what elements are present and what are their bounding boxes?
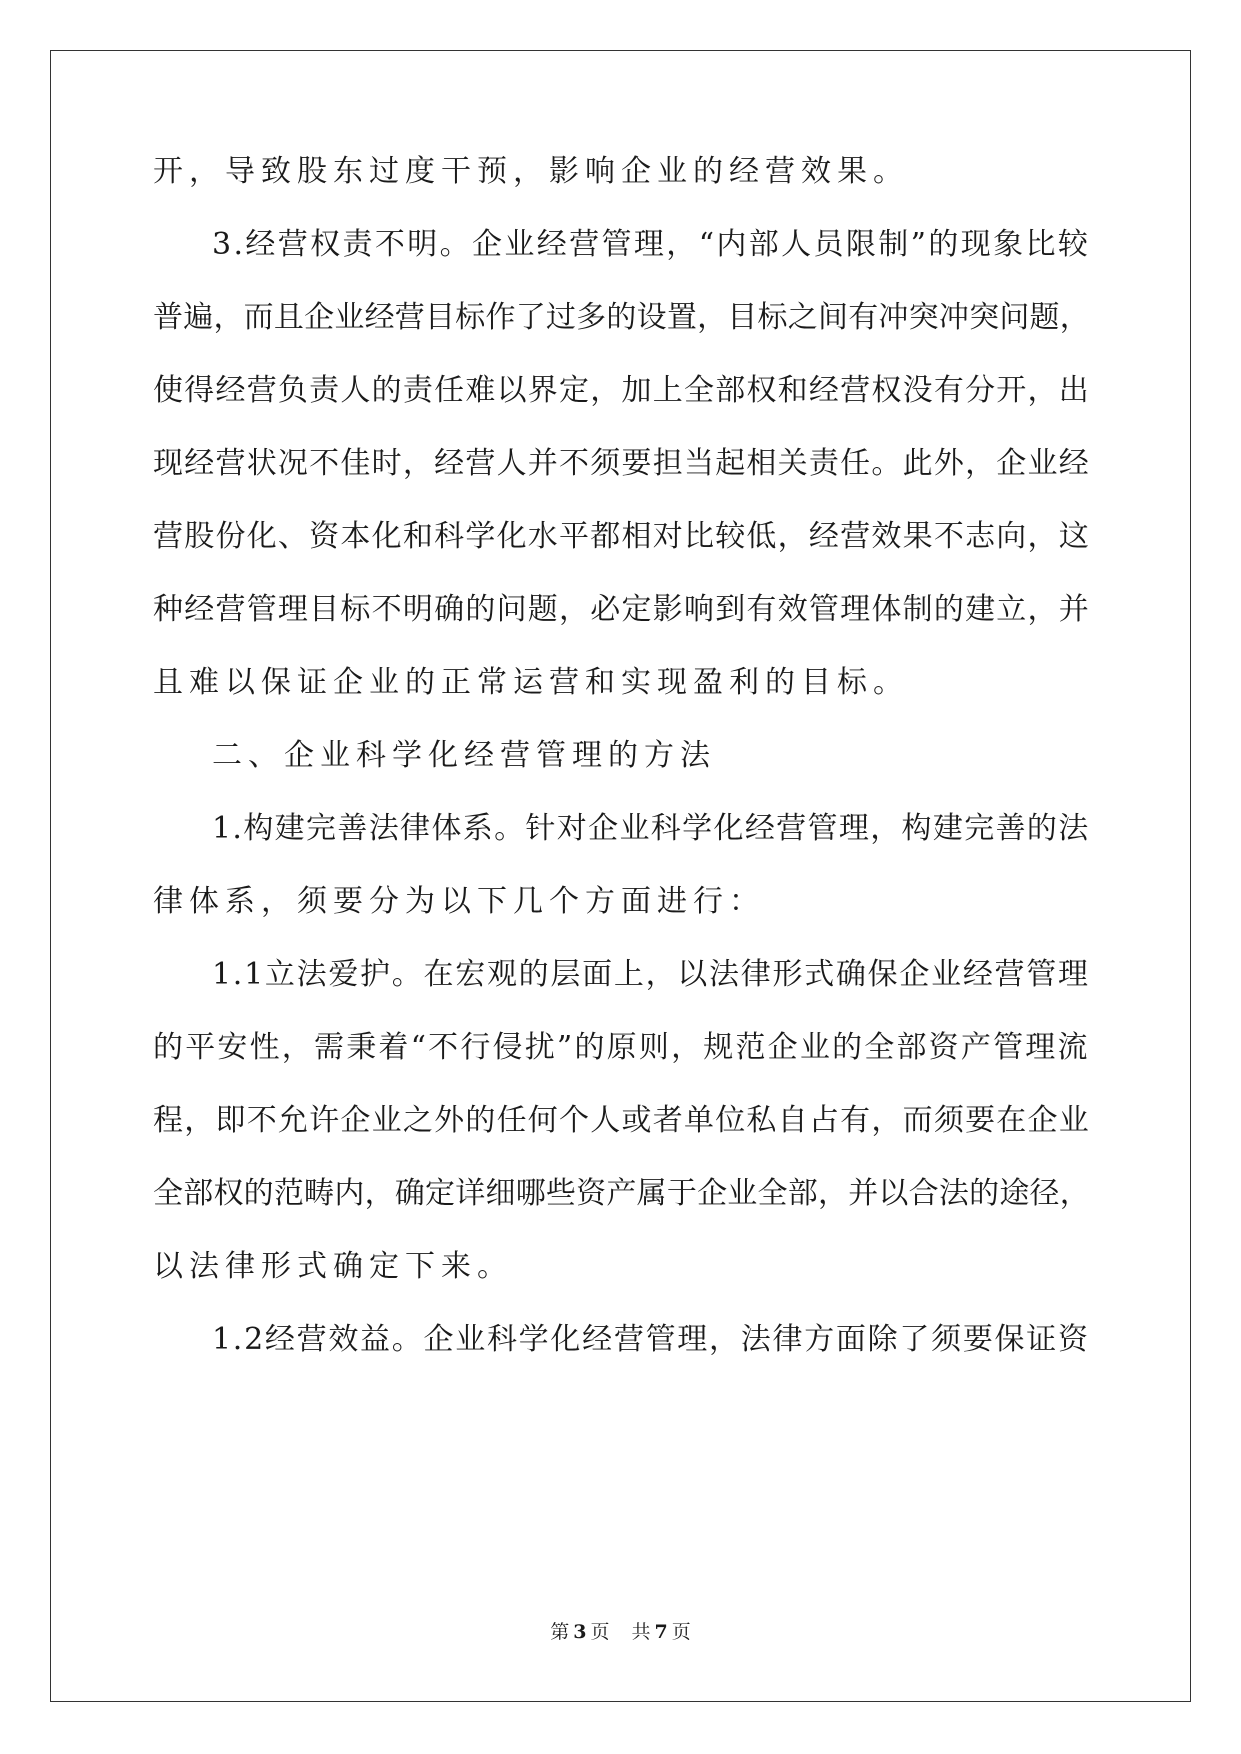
paragraph-line: 的平安性，需秉着“不行侵扰”的原则，规范企业的全部资产管理流 bbox=[153, 1030, 1090, 1065]
section-heading: 二、企业科学化经营管理的方法 bbox=[212, 738, 716, 773]
paragraph-line: 3.经营权责不明。企业经营管理，“内部人员限制”的现象比较 bbox=[212, 227, 1091, 262]
paragraph-line: 1.2经营效益。企业科学化经营管理，法律方面除了须要保证资 bbox=[212, 1322, 1090, 1357]
paragraph-line: 程，即不允许企业之外的任何个人或者单位私自占有，而须要在企业 bbox=[153, 1103, 1090, 1138]
current-page-number: 3 bbox=[573, 1621, 587, 1643]
paragraph-line: 以法律形式确定下来。 bbox=[153, 1249, 513, 1284]
paragraph-line: 种经营管理目标不明确的问题，必定影响到有效管理体制的建立，并 bbox=[153, 592, 1090, 627]
page-suffix: 页 bbox=[590, 1621, 610, 1643]
paragraph-line: 1.构建完善法律体系。针对企业科学化经营管理，构建完善的法 bbox=[212, 811, 1090, 846]
paragraph-line: 现经营状况不佳时，经营人并不须要担当起相关责任。此外，企业经 bbox=[153, 446, 1090, 481]
paragraph-line: 1.1立法爱护。在宏观的层面上，以法律形式确保企业经营管理 bbox=[212, 957, 1090, 992]
paragraph-line: 营股份化、资本化和科学化水平都相对比较低，经营效果不志向，这 bbox=[153, 519, 1090, 554]
paragraph-line: 律体系，须要分为以下几个方面进行： bbox=[153, 884, 765, 919]
paragraph-line: 且难以保证企业的正常运营和实现盈利的目标。 bbox=[153, 665, 909, 700]
total-suffix: 页 bbox=[671, 1621, 691, 1643]
paragraph-line: 全部权的范畴内，确定详细哪些资产属于企业全部，并以合法的途径， bbox=[153, 1176, 1090, 1211]
page-footer bbox=[0, 1620, 1241, 1644]
paragraph-line: 使得经营负责人的责任难以界定，加上全部权和经营权没有分开，出 bbox=[153, 373, 1090, 408]
paragraph-line: 开，导致股东过度干预，影响企业的经营效果。 bbox=[153, 154, 909, 189]
paragraph-line: 普遍，而且企业经营目标作了过多的设置，目标之间有冲突冲突问题， bbox=[153, 300, 1090, 335]
total-page-number: 7 bbox=[654, 1621, 668, 1643]
page-prefix: 第 bbox=[550, 1621, 570, 1643]
total-prefix: 共 bbox=[631, 1621, 651, 1643]
